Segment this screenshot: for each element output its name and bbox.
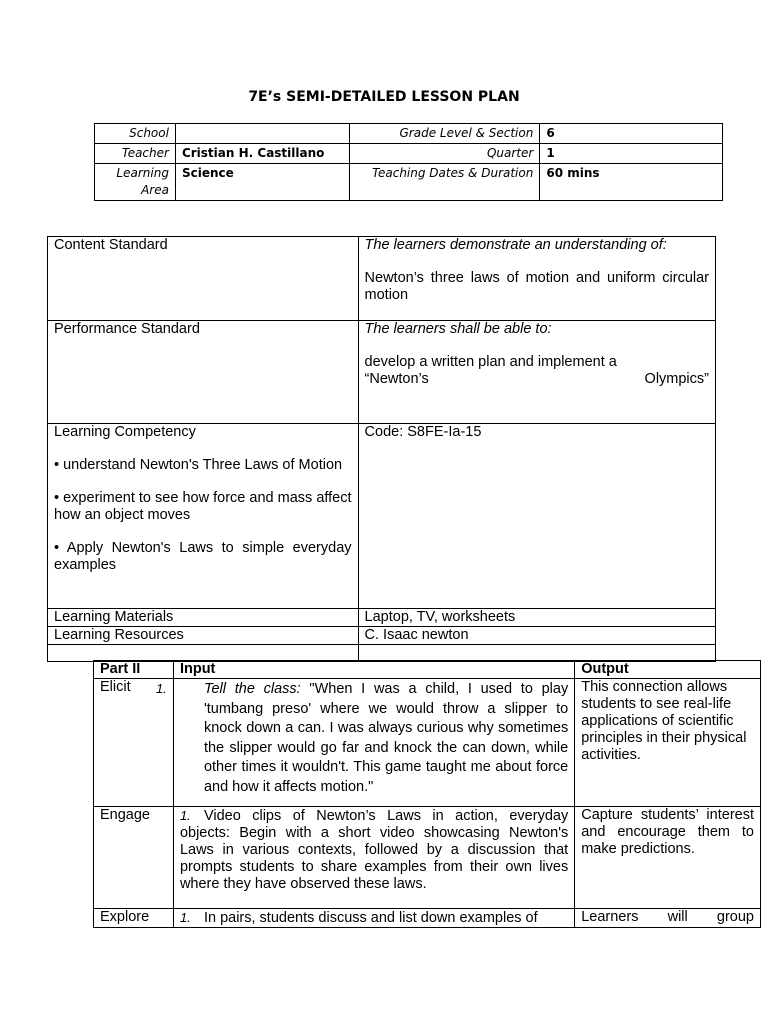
page-title: 7E’s SEMI-DETAILED LESSON PLAN xyxy=(248,89,520,105)
explore-row xyxy=(94,909,761,928)
quarter-label: Quarter xyxy=(349,144,540,164)
elicit-input: "When I was a child, I used to play 'tumbang preso' where we would throw a slipper to knock down a can. I was always curious why sometimes the slipper would go far and knock the can down, while other times it wouldn't. This game taught me about force and how it affects motion." xyxy=(203,681,569,795)
learning-materials-row xyxy=(48,609,716,627)
info-table xyxy=(94,123,723,201)
performance-standard-line1: develop a written plan and implement a xyxy=(364,354,617,370)
explore-phase: Explore xyxy=(94,909,174,928)
engage-input-cell xyxy=(173,807,574,909)
performance-standard-line2: “Newton’s Olympics” xyxy=(364,371,709,387)
content-standard-text: Newton’s three laws of motion and uniform circular motion xyxy=(364,270,709,303)
learning-resources-value: C. Isaac newton xyxy=(358,627,715,645)
col-input-header: Input xyxy=(173,661,574,679)
engage-row xyxy=(94,807,761,909)
performance-standard-label: Performance Standard xyxy=(48,321,359,424)
teacher-label: Teacher xyxy=(95,144,176,164)
content-standard-intro: The learners demonstrate an understanding of: xyxy=(364,237,667,253)
elicit-number: 1. xyxy=(155,681,167,696)
school-value xyxy=(175,124,349,144)
performance-standard-cell xyxy=(358,321,715,424)
elicit-output: This connection allows students to see real-life applications of scientific principles in their physical activities. xyxy=(575,679,761,807)
grade-value: 6 xyxy=(540,124,723,144)
elicit-row xyxy=(94,679,761,807)
area-label: Learning Area xyxy=(95,164,176,201)
learning-competency-row xyxy=(48,424,716,609)
performance-standard-intro: The learners shall be able to: xyxy=(364,321,552,337)
quarter-value: 1 xyxy=(540,144,723,164)
elicit-phase: Elicit xyxy=(94,679,174,807)
competency-code: Code: S8FE-Ia-15 xyxy=(358,424,715,609)
competency-item: • understand Newton's Three Laws of Motion xyxy=(54,457,343,473)
explore-input-cell xyxy=(173,909,574,928)
engage-number: 1. xyxy=(179,808,191,823)
competency-item: • experiment to see how force and mass affect how an object moves xyxy=(54,490,352,523)
content-standard-cell xyxy=(358,237,715,321)
engage-output: Capture students’ interest and encourage them to make predictions. xyxy=(575,807,761,909)
engage-phase: Engage xyxy=(94,807,174,909)
elicit-input-cell xyxy=(155,679,574,807)
learning-competency-label: Learning Competency xyxy=(54,424,196,440)
grade-label: Grade Level & Section xyxy=(349,124,540,144)
content-standard-label: Content Standard xyxy=(48,237,359,321)
teacher-value: Cristian H. Castillano xyxy=(175,144,349,164)
area-value: Science xyxy=(175,164,349,201)
dates-label: Teaching Dates & Duration xyxy=(349,164,540,201)
learning-resources-row xyxy=(48,627,716,645)
explore-input: In pairs, students discuss and list down examples of xyxy=(203,910,538,926)
part-two-table xyxy=(93,660,761,928)
school-label: School xyxy=(95,124,176,144)
explore-output: Learners will group xyxy=(575,909,761,928)
part-two-header xyxy=(94,661,761,679)
competency-item: • Apply Newton's Laws to simple everyday examples xyxy=(54,540,352,573)
learning-competency-cell xyxy=(48,424,359,609)
info-row-teacher xyxy=(95,144,723,164)
elicit-lead: Tell the class: xyxy=(203,681,301,697)
standards-table xyxy=(47,236,716,662)
engage-input: Video clips of Newton’s Laws in action, everyday objects: Begin with a short video showcasing Newton's Laws in various contexts, followed by a discussion that prompts students to share examples from their own lives where they have observed these laws. xyxy=(179,808,569,892)
performance-standard-row xyxy=(48,321,716,424)
col-output-header: Output xyxy=(575,661,761,679)
dates-value: 60 mins xyxy=(540,164,723,201)
info-row-area xyxy=(95,164,723,201)
learning-materials-label: Learning Materials xyxy=(48,609,359,627)
info-row-school xyxy=(95,124,723,144)
explore-number: 1. xyxy=(179,910,191,925)
content-standard-row xyxy=(48,237,716,321)
learning-resources-label: Learning Resources xyxy=(48,627,359,645)
col-part-header: Part II xyxy=(94,661,174,679)
empty-row xyxy=(48,645,716,662)
learning-materials-value: Laptop, TV, worksheets xyxy=(358,609,715,627)
